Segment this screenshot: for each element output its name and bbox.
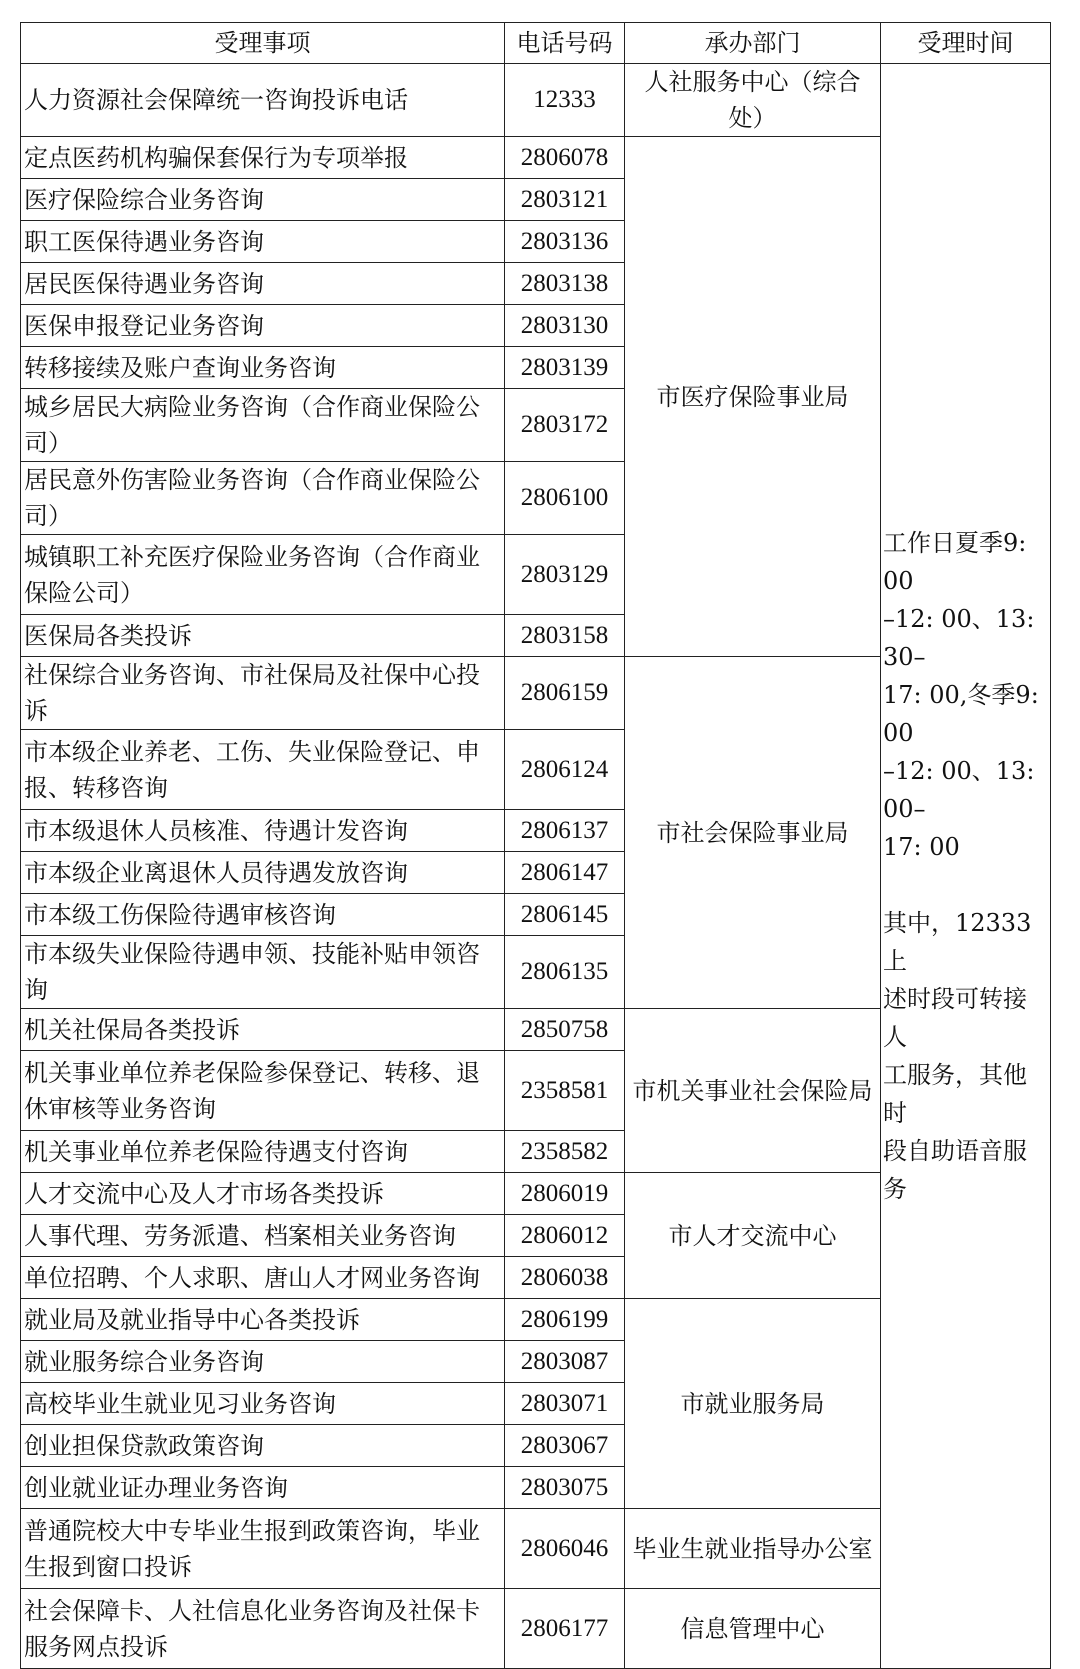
- row-item: 市本级企业养老、工伤、失业保险登记、申报、转移咨询: [21, 730, 505, 810]
- row-item: 单位招聘、个人求职、唐山人才网业务咨询: [21, 1257, 505, 1299]
- row-item: 定点医药机构骗保套保行为专项举报: [21, 137, 505, 179]
- service-hours-cell: [881, 64, 1051, 1669]
- row-item: 转移接续及账户查询业务咨询: [21, 347, 505, 389]
- row-phone: 2806019: [505, 1173, 625, 1215]
- row-phone: 2806046: [505, 1509, 625, 1589]
- row-phone: 2806145: [505, 894, 625, 936]
- row-item: 创业担保贷款政策咨询: [21, 1425, 505, 1467]
- row-phone: 2803067: [505, 1425, 625, 1467]
- header-item: 受理事项: [21, 23, 505, 64]
- row-item: 居民医保待遇业务咨询: [21, 263, 505, 305]
- row-phone: 2803139: [505, 347, 625, 389]
- row-item: 高校毕业生就业见习业务咨询: [21, 1383, 505, 1425]
- header-department: 承办部门: [625, 23, 881, 64]
- row-phone: 2806038: [505, 1257, 625, 1299]
- row-phone: 2803138: [505, 263, 625, 305]
- row-item: 就业局及就业指导中心各类投诉: [21, 1299, 505, 1341]
- table-row: [21, 64, 1051, 137]
- header-time: 受理时间: [881, 23, 1051, 64]
- row-phone: 2806078: [505, 137, 625, 179]
- row-item: 市本级退休人员核准、待遇计发咨询: [21, 810, 505, 852]
- row-item: 城镇职工补充医疗保险业务咨询（合作商业保险公司）: [21, 535, 505, 615]
- service-hotline-table: [20, 22, 1051, 1669]
- row-item: 普通院校大中专毕业生报到政策咨询，毕业生报到窗口投诉: [21, 1509, 505, 1589]
- row-phone: 12333: [505, 64, 625, 137]
- row-phone: 2803071: [505, 1383, 625, 1425]
- service-hours-note: 其中，12333 上 述时段可转接人 工服务，其他时 段自助语音服务: [883, 909, 1032, 1203]
- table-header-row: [21, 23, 1051, 64]
- department-cell: 毕业生就业指导办公室: [625, 1509, 881, 1589]
- department-cell: 市机关事业社会保险局: [625, 1009, 881, 1173]
- row-phone: 2803136: [505, 221, 625, 263]
- row-item: 医保局各类投诉: [21, 615, 505, 657]
- row-phone: 2803087: [505, 1341, 625, 1383]
- row-phone: 2803075: [505, 1467, 625, 1509]
- row-item: 医保申报登记业务咨询: [21, 305, 505, 347]
- service-hours-text: 工作日夏季9: 00 –12: 00、13: 30– 17: 00,冬季9: 00 –12: 00、13: 00– 17: 00: [883, 529, 1039, 861]
- row-phone: 2803172: [505, 389, 625, 462]
- row-phone: 2803130: [505, 305, 625, 347]
- row-item: 人事代理、劳务派遣、档案相关业务咨询: [21, 1215, 505, 1257]
- department-cell: 市人才交流中心: [625, 1173, 881, 1299]
- department-cell: 人社服务中心（综合处）: [625, 64, 881, 137]
- service-hotline-table-container: [20, 22, 1050, 1669]
- row-phone: 2806137: [505, 810, 625, 852]
- department-cell: 市社会保险事业局: [625, 657, 881, 1009]
- row-phone: 2806177: [505, 1589, 625, 1669]
- department-cell: 市就业服务局: [625, 1299, 881, 1509]
- row-item: 社会保障卡、人社信息化业务咨询及社保卡服务网点投诉: [21, 1589, 505, 1669]
- row-phone: 2358581: [505, 1051, 625, 1131]
- row-phone: 2806012: [505, 1215, 625, 1257]
- row-phone: 2806135: [505, 936, 625, 1009]
- row-item: 就业服务综合业务咨询: [21, 1341, 505, 1383]
- row-item: 市本级失业保险待遇申领、技能补贴申领咨询: [21, 936, 505, 1009]
- row-item: 创业就业证办理业务咨询: [21, 1467, 505, 1509]
- row-item: 人才交流中心及人才市场各类投诉: [21, 1173, 505, 1215]
- row-item: 医疗保险综合业务咨询: [21, 179, 505, 221]
- header-phone: 电话号码: [505, 23, 625, 64]
- row-phone: 2806147: [505, 852, 625, 894]
- row-phone: 2803158: [505, 615, 625, 657]
- row-item: 人力资源社会保障统一咨询投诉电话: [21, 64, 505, 137]
- row-item: 社保综合业务咨询、市社保局及社保中心投诉: [21, 657, 505, 730]
- row-item: 市本级企业离退休人员待遇发放咨询: [21, 852, 505, 894]
- row-phone: 2803121: [505, 179, 625, 221]
- department-cell: 信息管理中心: [625, 1589, 881, 1669]
- row-item: 城乡居民大病险业务咨询（合作商业保险公司）: [21, 389, 505, 462]
- row-phone: 2806159: [505, 657, 625, 730]
- row-item: 机关社保局各类投诉: [21, 1009, 505, 1051]
- row-item: 机关事业单位养老保险参保登记、转移、退休审核等业务咨询: [21, 1051, 505, 1131]
- row-item: 机关事业单位养老保险待遇支付咨询: [21, 1131, 505, 1173]
- row-phone: 2806124: [505, 730, 625, 810]
- row-phone: 2803129: [505, 535, 625, 615]
- row-item: 居民意外伤害险业务咨询（合作商业保险公司）: [21, 462, 505, 535]
- row-item: 市本级工伤保险待遇审核咨询: [21, 894, 505, 936]
- department-cell: 市医疗保险事业局: [625, 137, 881, 657]
- row-phone: 2806100: [505, 462, 625, 535]
- row-phone: 2358582: [505, 1131, 625, 1173]
- row-phone: 2850758: [505, 1009, 625, 1051]
- row-item: 职工医保待遇业务咨询: [21, 221, 505, 263]
- row-phone: 2806199: [505, 1299, 625, 1341]
